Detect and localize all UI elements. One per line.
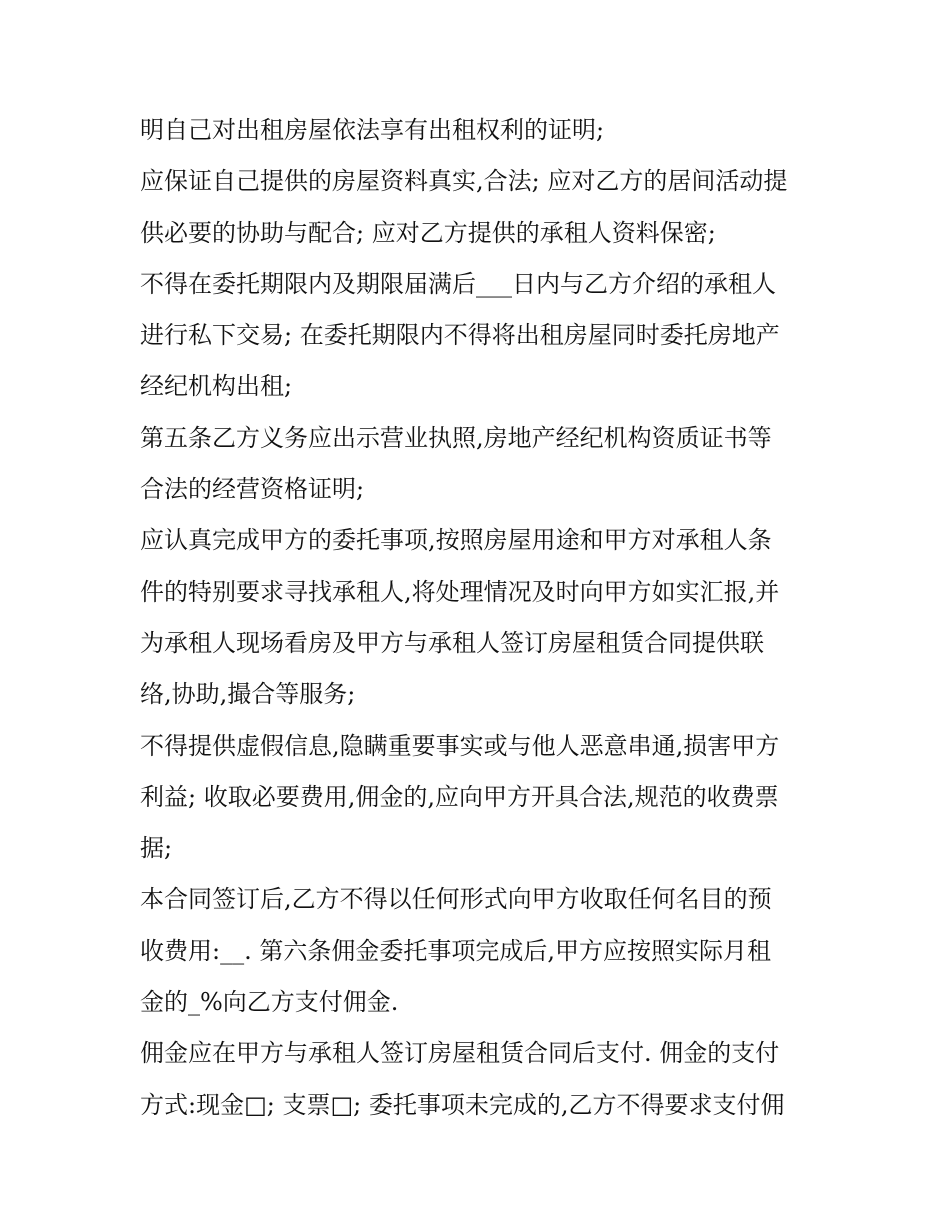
text-line: 第五条乙方义务应出示营业执照,房地产经纪机构资质证书等 <box>140 423 772 452</box>
text-line: 络,协助,撮合等服务; <box>140 680 356 709</box>
text-line: 不得在委托期限内及期限届满后___日内与乙方介绍的承租人 <box>140 269 776 298</box>
text-line: 经纪机构出租; <box>140 372 293 401</box>
text-line: 金的_%向乙方支付佣金. <box>140 988 399 1017</box>
text-line: 收费用:__. 第六条佣金委托事项完成后,甲方应按照实际月租 <box>140 936 771 965</box>
text-line: 不得提供虚假信息,隐瞒重要事实或与他人恶意串通,损害甲方 <box>140 731 780 760</box>
text-line: 利益; 收取必要费用,佣金的,应向甲方开具合法,规范的收费票 <box>140 782 779 811</box>
text-line: 件的特别要求寻找承租人,将处理情况及时向甲方如实汇报,并 <box>140 577 780 606</box>
text-line: 佣金应在甲方与承租人签订房屋租赁合同后支付. 佣金的支付 <box>140 1039 780 1068</box>
text-line: 应保证自己提供的房屋资料真实,合法; 应对乙方的居间活动提 <box>140 167 788 196</box>
contract-text <box>140 105 820 1131</box>
text-line: 进行私下交易; 在委托期限内不得将出租房屋同时委托房地产 <box>140 321 780 350</box>
text-line: 合法的经营资格证明; <box>140 475 365 504</box>
text-line: 应认真完成甲方的委托事项,按照房屋用途和甲方对承租人条 <box>140 526 772 555</box>
text-line: 为承租人现场看房及甲方与承租人签订房屋租赁合同提供联 <box>140 628 764 657</box>
text-line: 供必要的协助与配合; 应对乙方提供的承租人资料保密; <box>140 218 716 247</box>
text-line: 方式:现金□; 支票□; 委托事项未完成的,乙方不得要求支付佣 <box>140 1090 785 1119</box>
text-line: 明自己对出租房屋依法享有出租权利的证明; <box>140 116 605 144</box>
text-line: 据; <box>140 834 173 863</box>
text-line: 本合同签订后,乙方不得以任何形式向甲方收取任何名目的预 <box>140 885 772 914</box>
